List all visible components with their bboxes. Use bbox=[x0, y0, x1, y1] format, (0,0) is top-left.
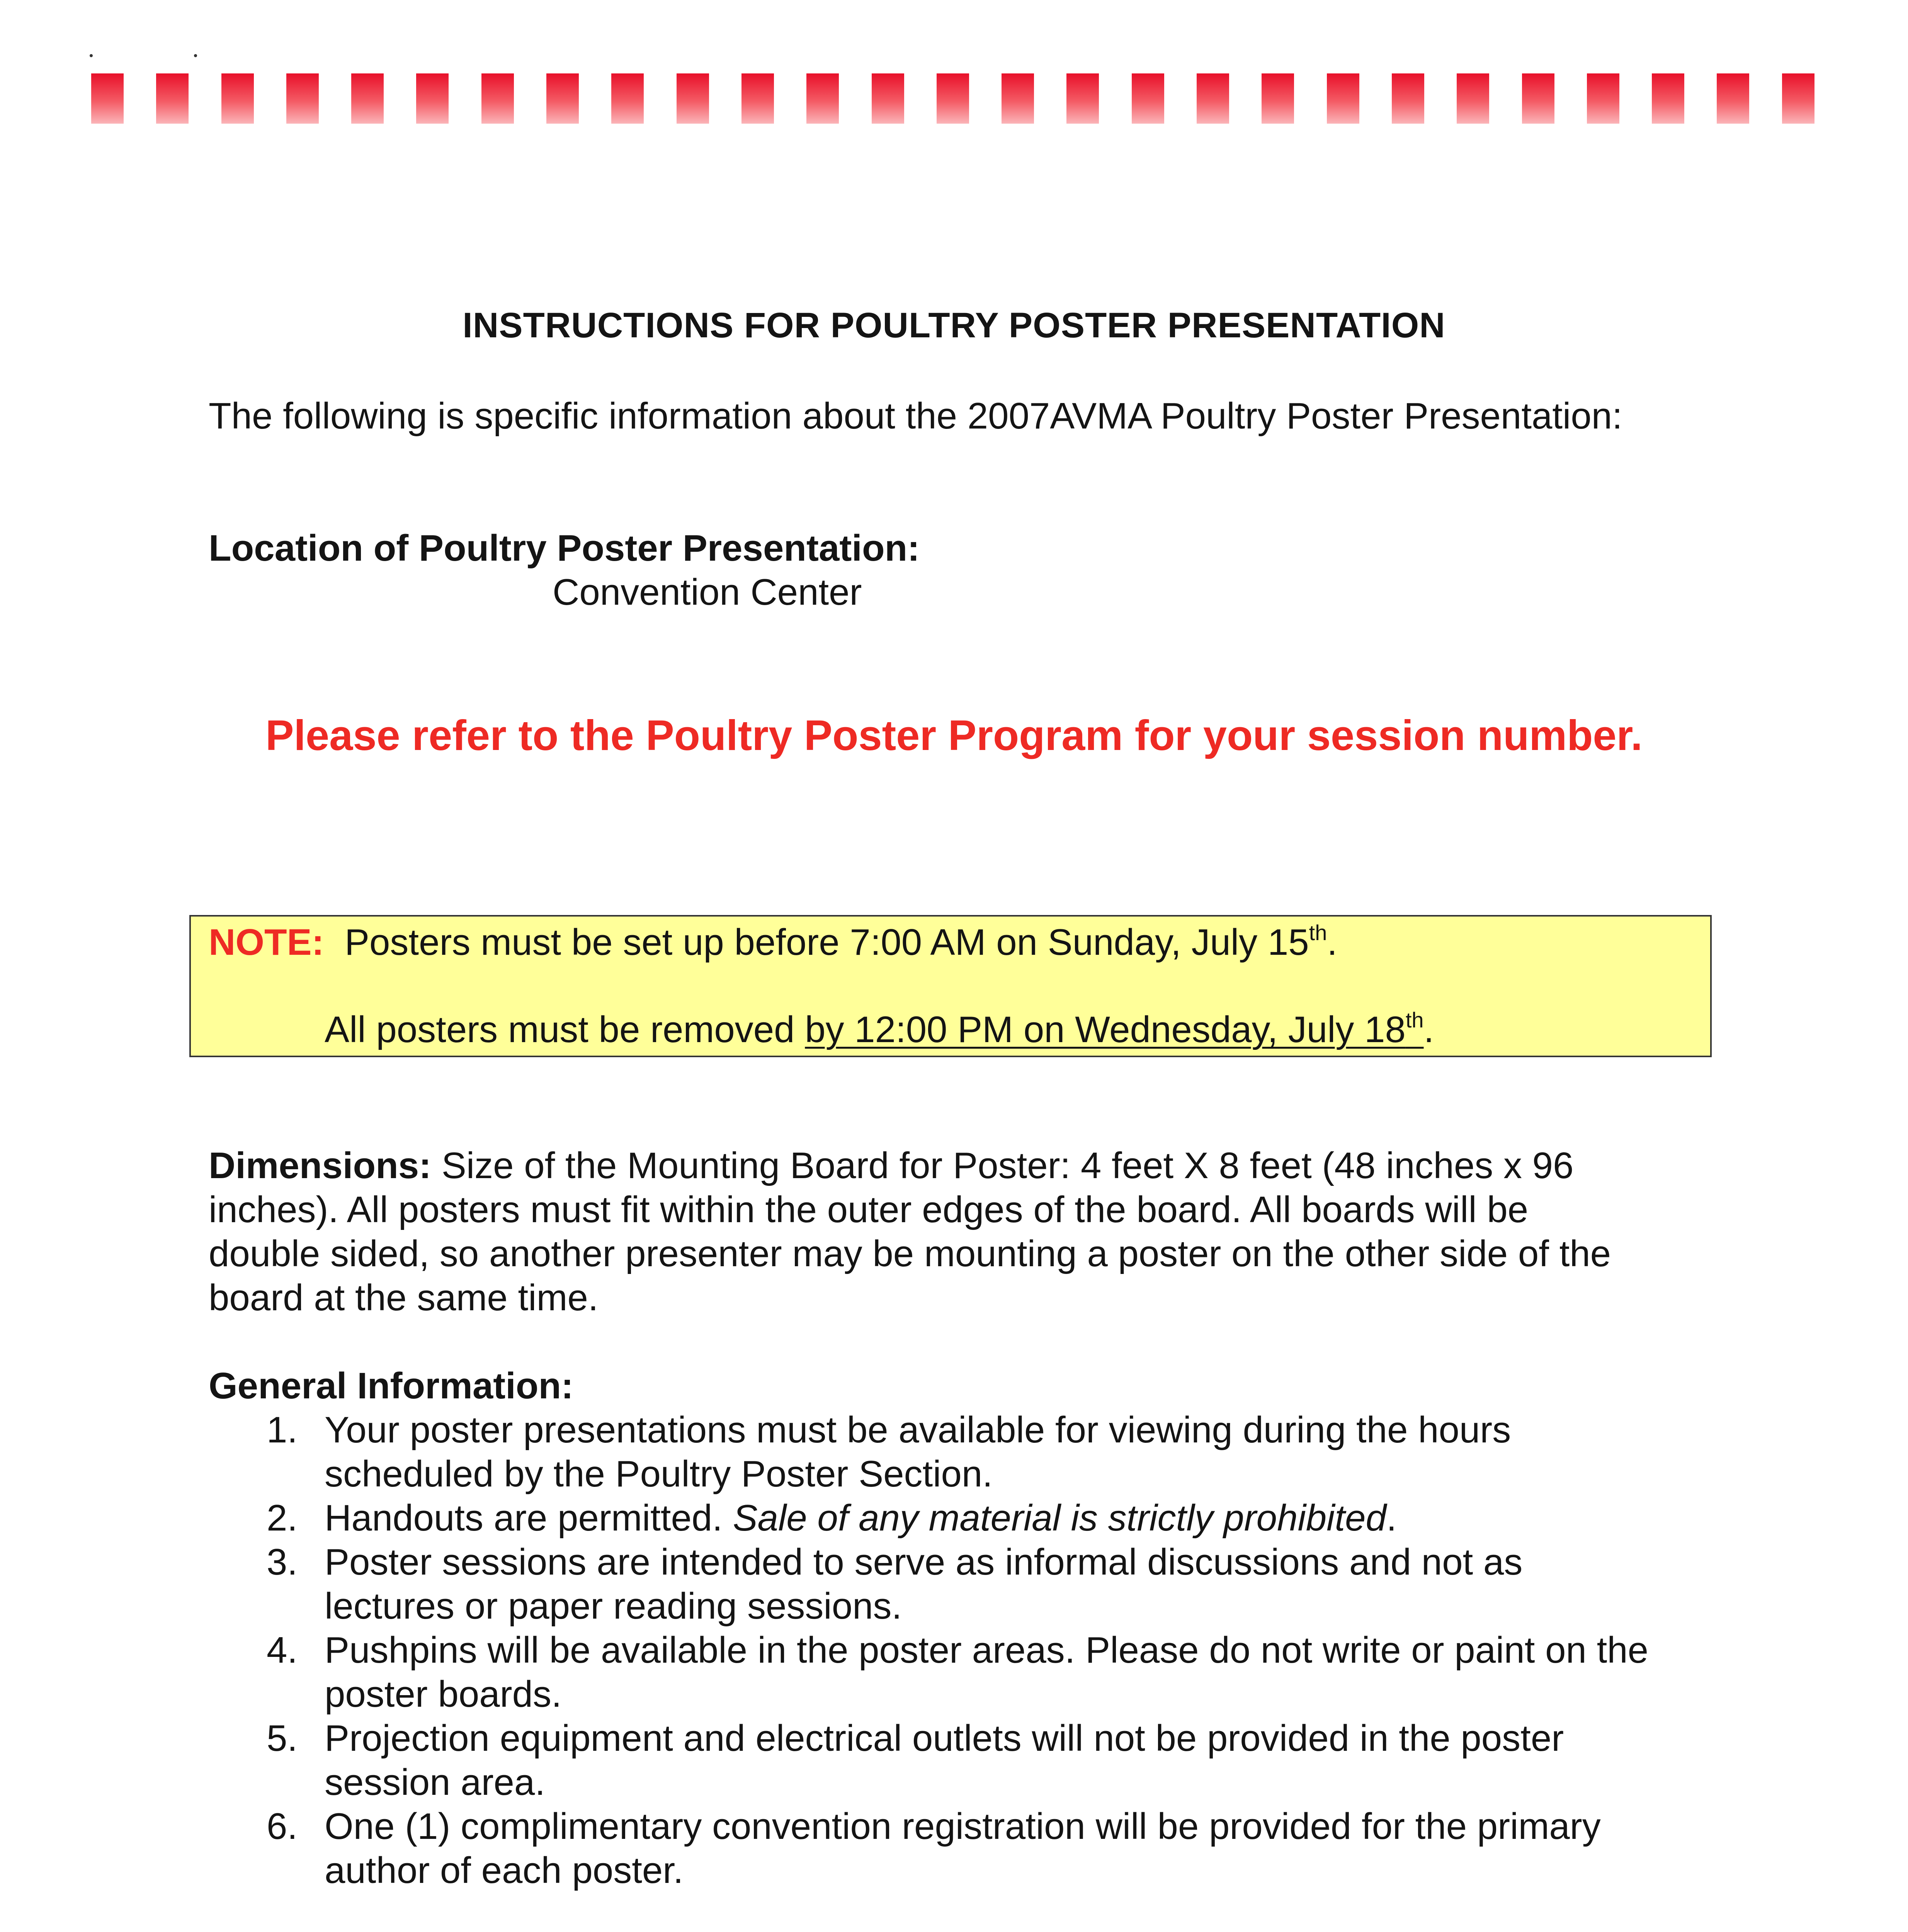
note-removal-prefix: All posters must be removed bbox=[325, 1009, 805, 1050]
dimensions-line-2: inches). All posters must fit within the outer edges of the board. All boards will be bbox=[209, 1189, 1529, 1230]
list-item-text-italic: Sale of any material is strictly prohibited bbox=[733, 1497, 1386, 1539]
note-label: NOTE: bbox=[209, 922, 324, 963]
decorative-square bbox=[677, 73, 709, 124]
list-item-text-end: . bbox=[1386, 1497, 1397, 1539]
dimensions-heading: Dimensions: bbox=[209, 1145, 432, 1186]
note-removal-end: . bbox=[1423, 1009, 1434, 1050]
decorative-square bbox=[1587, 73, 1619, 124]
decorative-square bbox=[937, 73, 969, 124]
dimensions-line-1-text: Size of the Mounting Board for Poster: 4 feet X 8 feet (48 inches x 96 bbox=[441, 1145, 1574, 1186]
decorative-header-border bbox=[91, 73, 1814, 124]
intro-text: The following is specific information about the 2007AVMA Poultry Poster Presentation: bbox=[209, 395, 1622, 437]
list-item-number: 4. bbox=[267, 1629, 298, 1671]
decorative-square bbox=[741, 73, 774, 124]
decorative-square bbox=[1652, 73, 1684, 124]
scan-speck bbox=[194, 54, 197, 57]
location-heading: Location of Poultry Poster Presentation: bbox=[209, 527, 920, 569]
list-item-text: scheduled by the Poultry Poster Section. bbox=[325, 1453, 993, 1495]
decorative-square bbox=[1717, 73, 1749, 124]
list-item-number: 1. bbox=[267, 1409, 298, 1451]
list-item-text: Your poster presentations must be available for viewing during the hours bbox=[325, 1409, 1511, 1451]
decorative-square bbox=[1327, 73, 1359, 124]
note-line-setup bbox=[209, 920, 1337, 964]
list-item-text: author of each poster. bbox=[325, 1850, 684, 1891]
decorative-square bbox=[91, 73, 124, 124]
list-item-text: poster boards. bbox=[325, 1673, 562, 1715]
scan-speck bbox=[90, 54, 93, 57]
decorative-square bbox=[1262, 73, 1294, 124]
decorative-square bbox=[1002, 73, 1034, 124]
dimensions-line-3: double sided, so another presenter may be mounting a poster on the other side of the bbox=[209, 1233, 1611, 1274]
decorative-square bbox=[806, 73, 839, 124]
decorative-square bbox=[1392, 73, 1424, 124]
list-item-text-normal: Handouts are permitted. bbox=[325, 1497, 733, 1539]
general-info-heading: General Information: bbox=[209, 1365, 574, 1406]
decorative-square bbox=[872, 73, 904, 124]
note-setup-sup: th bbox=[1309, 920, 1327, 945]
list-item-number: 5. bbox=[267, 1718, 298, 1759]
session-number-banner: Please refer to the Poultry Poster Program for your session number. bbox=[265, 712, 1643, 759]
list-item-text: Projection equipment and electrical outlets will not be provided in the poster bbox=[325, 1718, 1564, 1759]
list-item-number: 3. bbox=[267, 1541, 298, 1583]
list-item-text: Pushpins will be available in the poster areas. Please do not write or paint on the bbox=[325, 1629, 1649, 1671]
list-item-text: Poster sessions are intended to serve as informal discussions and not as bbox=[325, 1541, 1523, 1583]
list-item-text: One (1) complimentary convention registration will be provided for the primary bbox=[325, 1806, 1601, 1847]
decorative-square bbox=[611, 73, 644, 124]
list-item-text: lectures or paper reading sessions. bbox=[325, 1585, 902, 1627]
decorative-square bbox=[351, 73, 384, 124]
list-item-text bbox=[325, 1496, 1397, 1540]
decorative-square bbox=[286, 73, 319, 124]
dimensions-paragraph-line-1 bbox=[209, 1144, 1573, 1188]
decorative-square bbox=[546, 73, 579, 124]
note-removal-sup: th bbox=[1405, 1008, 1424, 1032]
decorative-square bbox=[1066, 73, 1099, 124]
note-line-removal bbox=[325, 1008, 1434, 1052]
list-item-text: session area. bbox=[325, 1762, 545, 1803]
decorative-square bbox=[1782, 73, 1814, 124]
dimensions-line-4: board at the same time. bbox=[209, 1277, 599, 1318]
note-setup-end: . bbox=[1327, 922, 1338, 963]
note-setup-text: Posters must be set up before 7:00 AM on Sunday, July 15 bbox=[344, 922, 1309, 963]
note-removal-deadline bbox=[805, 1009, 1423, 1050]
decorative-square bbox=[1457, 73, 1489, 124]
note-removal-deadline-text: by 12:00 PM on Wednesday, July 18 bbox=[805, 1009, 1406, 1050]
location-value: Convention Center bbox=[553, 571, 862, 613]
decorative-square bbox=[416, 73, 449, 124]
decorative-square bbox=[1197, 73, 1229, 124]
decorative-square bbox=[481, 73, 514, 124]
decorative-square bbox=[156, 73, 189, 124]
decorative-square bbox=[221, 73, 254, 124]
decorative-square bbox=[1522, 73, 1554, 124]
page-title: INSTRUCTIONS FOR POULTRY POSTER PRESENTATION bbox=[463, 306, 1445, 345]
list-item-number: 6. bbox=[267, 1806, 298, 1847]
decorative-square bbox=[1132, 73, 1164, 124]
list-item-number: 2. bbox=[267, 1497, 298, 1539]
